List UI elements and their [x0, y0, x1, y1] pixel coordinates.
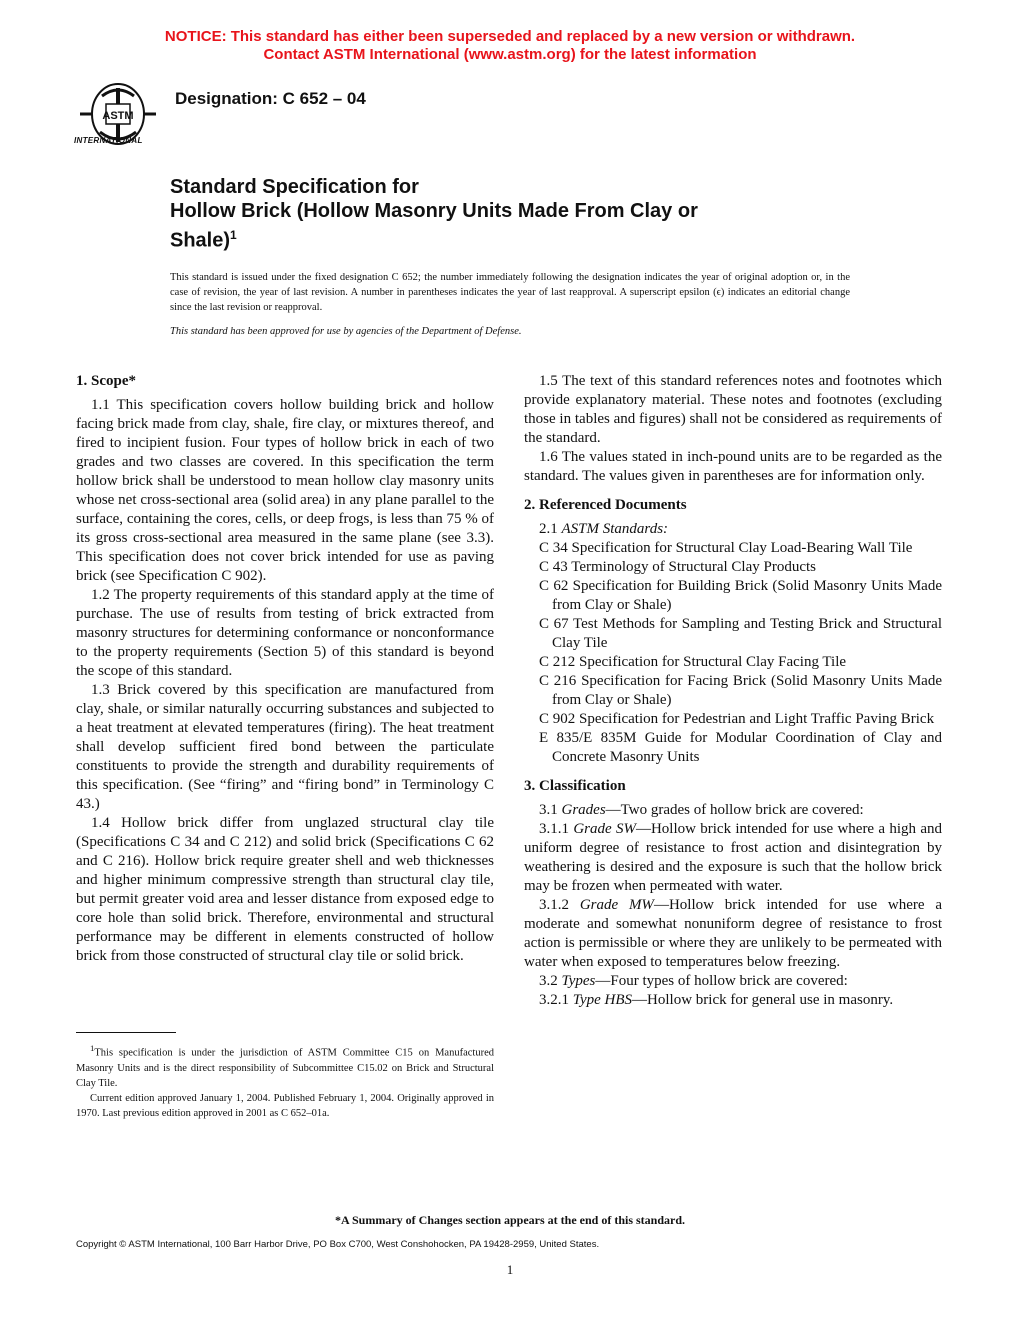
paragraph-text: —Hollow brick intended for use where a moderate and somewhat nonuniform degree of resistance to frost action is permissible or where they are unlikely to be permeated with water when exposed to temperatures below freezing. [524, 897, 942, 970]
paragraph-text: —Two grades of hollow brick are covered: [605, 802, 864, 818]
footnote-1-text: This specification is under the jurisdiction of ASTM Committee C15 on Manufactured Masonry Units and is the direct responsibility of Subcommittee C15.02 on Brick and Structural Clay Tile. [76, 1047, 494, 1089]
withdrawal-notice [0, 28, 1020, 64]
paragraph-3-2 [524, 972, 942, 991]
footnote-1 [76, 1041, 494, 1091]
document-title [170, 175, 870, 253]
footnote-1-mark: 1 [90, 1043, 95, 1053]
paragraph-term: Type HBS [572, 992, 633, 1008]
title-footnote-mark: 1 [230, 228, 237, 242]
paragraph-2-1 [524, 520, 942, 539]
title-line-2: Hollow Brick (Hollow Masonry Units Made From Clay or [170, 200, 698, 222]
left-column [76, 372, 494, 966]
paragraph-number: 3.1.1 [539, 821, 569, 837]
paragraph-term: Grade SW [573, 821, 636, 837]
title-line-3 [170, 223, 870, 253]
reference-item: C 43 Terminology of Structural Clay Products [539, 559, 816, 575]
paragraph-1-6: 1.6 The values stated in inch-pound units are to be regarded as the standard. The values given in parentheses are for information only. [524, 449, 942, 484]
notice-line-2: Contact ASTM International (www.astm.org) for the latest information [263, 46, 757, 63]
paragraph-number: 3.1.2 [539, 897, 569, 913]
reference-item: E 835/E 835M Guide for Modular Coordination of Clay and Concrete Masonry Units [539, 730, 942, 765]
section-3-heading: 3. Classification [524, 778, 626, 794]
paragraph-term: Types [561, 973, 596, 989]
paragraph-1-4: 1.4 Hollow brick differ from unglazed structural clay tile (Specifications C 34 and C 212) and solid brick (Specifications C 62 and C 216). Hollow brick require greater shell and web thicknesses and higher minimum compressive strength than structural clay tile, but permit greater void area and lesser distance from exposed edge to core hole than solid brick. Therefore, environmental and structural performance may be different in elements constructed of hollow brick from those constructed of structural clay tile or solid brick. [76, 815, 494, 964]
paragraph-number: 3.2.1 [539, 992, 569, 1008]
footnotes [76, 1041, 494, 1121]
reference-item: C 216 Specification for Facing Brick (Solid Masonry Units Made from Clay or Shale) [539, 673, 942, 708]
paragraph-number: 3.1 [539, 802, 558, 818]
logo-caption: INTERNATIONAL [74, 136, 143, 145]
paragraph-2-1-title: ASTM Standards: [561, 521, 669, 537]
reference-item: C 62 Specification for Building Brick (Solid Masonry Units Made from Clay or Shale) [539, 578, 942, 613]
paragraph-1-2: 1.2 The property requirements of this standard apply at the time of purchase. The use of results from testing of brick extracted from masonry structures for determining conformance or nonconformance to the property requirements (Section 5) of this standard is beyond the scope of this standard. [76, 587, 494, 679]
paragraph-3-1-2 [524, 896, 942, 972]
notice-line-1: NOTICE: This standard has either been superseded and replaced by a new version or withdrawn. [164, 28, 856, 45]
paragraph-1-5: 1.5 The text of this standard references notes and footnotes which provide explanatory material. These notes and footnotes (excluding those in tables and figures) shall not be considered as requirements of the standard. [524, 373, 942, 446]
paragraph-term: Grades [561, 802, 606, 818]
designation: Designation: C 652 – 04 [175, 89, 366, 108]
paragraph-term: Grade MW [579, 897, 654, 913]
footnote-edition: Current edition approved January 1, 2004. Published February 1, 2004. Originally approved in 1970. Last previous edition approved in 2001 as C 652–01a. [76, 1092, 494, 1119]
copyright-line: Copyright © ASTM International, 100 Barr Harbor Drive, PO Box C700, West Conshohocken, PA 19428-2959, United States. [76, 1239, 600, 1250]
reference-item: C 67 Test Methods for Sampling and Testing Brick and Structural Clay Tile [539, 616, 942, 651]
summary-of-changes-note: *A Summary of Changes section appears at the end of this standard. [334, 1213, 686, 1227]
paragraph-3-1-1 [524, 820, 942, 896]
paragraph-number: 3.2 [539, 973, 558, 989]
issuance-statement: This standard is issued under the fixed designation C 652; the number immediately following the designation indicates the year of original adoption or, in the case of revision, the year of last revision. A number in parentheses indicates the year of last reapproval. A superscript epsilon (ϵ) indicates an editorial change since the last revision or reapproval. [170, 272, 850, 313]
right-column [524, 372, 942, 1010]
section-1-heading: 1. Scope* [76, 373, 136, 389]
reference-item: C 902 Specification for Pedestrian and Light Traffic Paving Brick [539, 711, 935, 727]
approval-statement: This standard has been approved for use by agencies of the Department of Defense. [170, 326, 522, 337]
logo-mark-text: ASTM [102, 110, 134, 122]
page-number: 1 [506, 1262, 514, 1277]
paragraph-1-3: 1.3 Brick covered by this specification are manufactured from clay, shale, or similar naturally occurring substances and subjected to a heat treatment at elevated temperatures (firing). The heat treatment shall develop sufficient fired bond between the particulate constituents to provide the strength and durability requirements of this specification. (See “firing” and “firing bond” in Terminology C 43.) [76, 682, 494, 812]
reference-item: C 212 Specification for Structural Clay Facing Tile [539, 654, 847, 670]
paragraph-text: —Hollow brick for general use in masonry. [632, 992, 894, 1008]
footnote-divider [76, 1032, 176, 1033]
paragraph-2-1-number: 2.1 [539, 521, 558, 537]
paragraph-3-2-1 [524, 991, 942, 1010]
paragraph-text: —Hollow brick intended for use where a high and uniform degree of resistance to frost action and disintegration by weathering is desired and the exposure is such that the hollow brick may be frozen when permeated with water. [524, 821, 942, 894]
title-line-1: Standard Specification for [170, 176, 419, 198]
paragraph-1-1: 1.1 This specification covers hollow building brick and hollow facing brick made from clay, shale, fire clay, or mixtures thereof, and fired to incipient fusion. Four types of hollow brick in each of two grades and two classes are covered. In this specification the term hollow brick shall be understood to mean hollow clay masonry units whose net cross-sectional area (solid area) in any plane parallel to the surface, containing the cores, cells, or deep frogs, is less than 75 % of its gross cross-sectional area measured in the same plane (see 3.3). This specification does not cover brick intended for use as paving brick (see Specification C 902). [76, 397, 494, 584]
section-2-heading: 2. Referenced Documents [524, 497, 687, 513]
title-line-3-text: Shale) [170, 229, 231, 252]
reference-item: C 34 Specification for Structural Clay Load-Bearing Wall Tile [539, 540, 913, 556]
paragraph-3-1 [524, 801, 942, 820]
paragraph-text: —Four types of hollow brick are covered: [595, 973, 848, 989]
